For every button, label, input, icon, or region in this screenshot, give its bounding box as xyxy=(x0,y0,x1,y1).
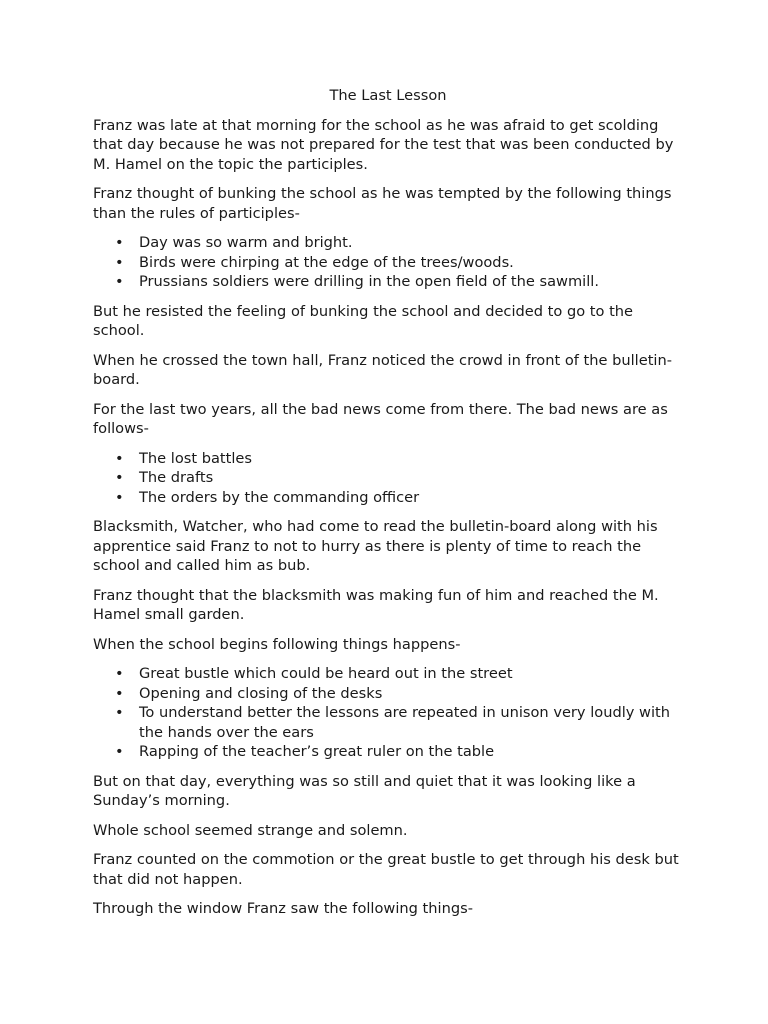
paragraph-7: Franz thought that the blacksmith was making fun of him and reached the M. Hamel small garden. xyxy=(93,586,659,623)
paragraph-4: When he crossed the town hall, Franz noticed the crowd in front of the bulletin-board. xyxy=(93,351,673,388)
paragraph-3: But he resisted the feeling of bunking the school and decided to go to the school. xyxy=(93,302,634,339)
list-item: • Rapping of the teacher’s great ruler on the table xyxy=(139,742,683,762)
list-item: • Birds were chirping at the edge of the trees/woods. xyxy=(139,253,683,273)
list-item: • Opening and closing of the desks xyxy=(139,684,683,704)
list-item: • The orders by the commanding officer xyxy=(139,488,683,508)
paragraph-8: When the school begins following things happens- xyxy=(93,635,461,653)
paragraph-12: Through the window Franz saw the following things- xyxy=(93,900,473,917)
paragraph-6: Blacksmith, Watcher, who had come to read the bulletin-board along with his apprentice said Franz to not to hurry as there is plenty of time to reach the school and called him as bub. xyxy=(93,518,658,574)
list-item: • The lost battles xyxy=(139,449,683,469)
paragraph-1: Franz was late at that morning for the school as he was afraid to get scolding that day because he was not prepared for the test that was been conducted by M. Hamel on the topic the participles. xyxy=(93,116,674,173)
paragraph-9: But on that day, everything was so still and quiet that it was looking like a Sunday’s morning. xyxy=(93,772,636,809)
paragraph-2: Franz thought of bunking the school as he was tempted by the following things than the rules of participles- xyxy=(93,185,672,222)
list-item: • The drafts xyxy=(139,468,683,488)
paragraph-10: Whole school seemed strange and solemn. xyxy=(93,821,408,839)
list-item: • Prussians soldiers were drilling in the open field of the sawmill. xyxy=(139,272,683,292)
document-page xyxy=(93,86,683,929)
bullet-list-bad-news xyxy=(93,449,683,508)
list-item: • To understand better the lessons are repeated in unison very loudly with the hands over the ears xyxy=(139,703,683,742)
paragraph-5: For the last two years, all the bad news come from there. The bad news are as follows- xyxy=(93,400,668,437)
list-item: • Day was so warm and bright. xyxy=(139,233,683,253)
document-title: The Last Lesson xyxy=(329,87,447,104)
bullet-list-school-things xyxy=(93,664,683,762)
bullet-list-temptations xyxy=(93,233,683,292)
list-item: • Great bustle which could be heard out in the street xyxy=(139,664,683,684)
paragraph-11: Franz counted on the commotion or the great bustle to get through his desk but that did not happen. xyxy=(93,851,679,888)
